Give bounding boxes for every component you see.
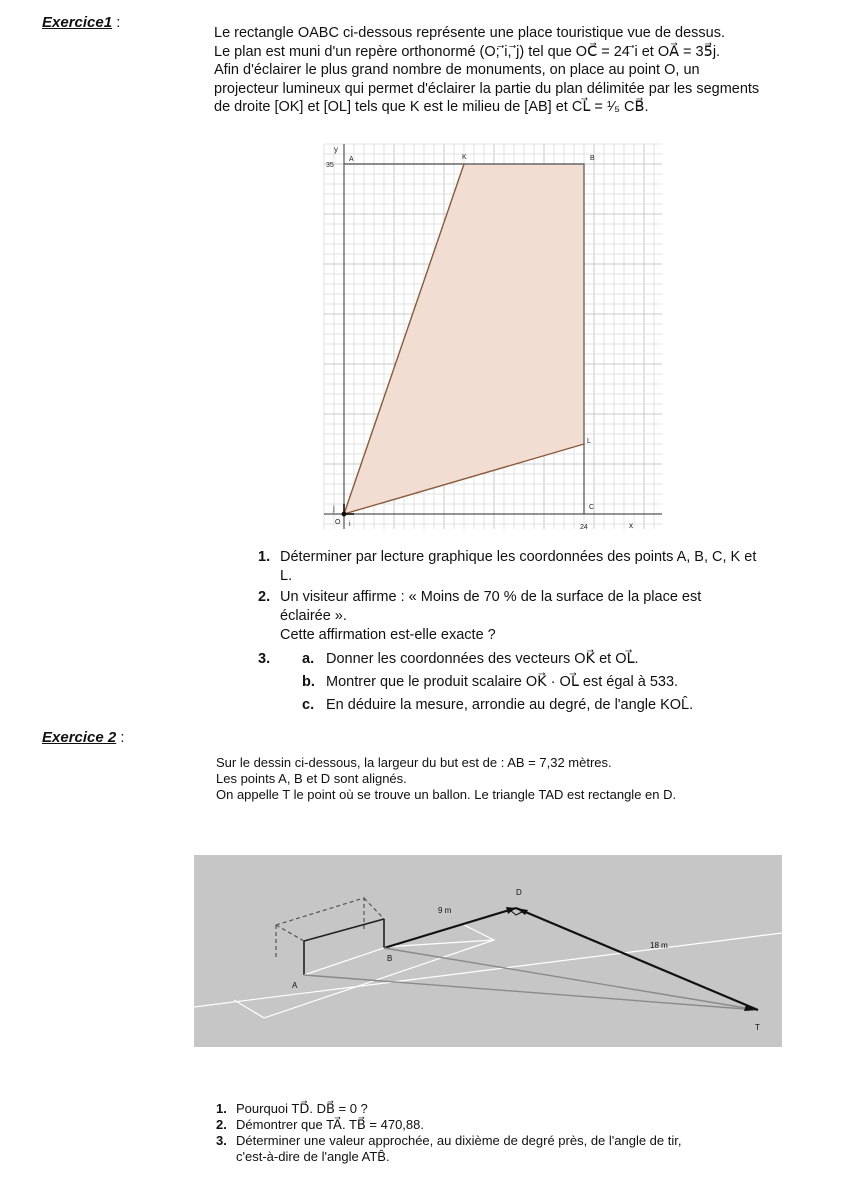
exercise2-heading (42, 729, 125, 747)
sub-letter: c. (302, 697, 315, 713)
question-number: 1. (258, 549, 271, 565)
question-text: Déterminer une valeur approchée, au dixième de degré près, de l'angle de tir, (236, 1133, 682, 1148)
exercise1-title: Exercice1 (42, 14, 113, 31)
question-text: Démontrer que TA⃗. TB⃗ = 470,88. (236, 1117, 424, 1132)
tick-35: 35 (326, 162, 334, 169)
exercise1-intro (214, 24, 814, 117)
question-text: Pourquoi TD⃗. DB⃗ = 0 ? (236, 1101, 368, 1116)
origin-label: O (335, 519, 341, 526)
question-text: En déduire la mesure, arrondie au degré, de l'angle KOL̂. (326, 697, 694, 713)
intro-line: Les points A, B et D sont alignés. (216, 771, 407, 786)
point-c-label: C (589, 504, 595, 511)
sub-letter: a. (302, 651, 315, 667)
exercise2-title: Exercice 2 (42, 729, 117, 746)
question-number: 2. (216, 1117, 227, 1132)
intro-line: Le rectangle OABC ci-dessous représente une place touristique vue de dessus. (214, 25, 726, 41)
exercise1-heading (42, 14, 120, 32)
coordinate-graph (318, 138, 662, 536)
question-text: Montrer que le produit scalaire OK⃗ · OL⃗ est égal à 533. (326, 674, 679, 690)
exercise2-intro (216, 755, 816, 803)
tick-24: 24 (580, 524, 588, 531)
question-number: 3. (216, 1133, 227, 1148)
ex2-question-3 (216, 1133, 816, 1149)
intro-line: Le plan est muni d'un repère orthonormé (O; ⃗i, ⃗j) tel que OC⃗ = 24 ⃗i et OA⃗ = 35⃗j. (214, 43, 721, 60)
intro-line: Afin d'éclairer le plus grand nombre de monuments, on place au point O, un (214, 62, 700, 78)
exercise2-colon: : (116, 729, 125, 746)
point-b-label: B (590, 155, 595, 162)
question-cont: éclairée ». (280, 608, 347, 624)
intro-line: Sur le dessin ci-dessous, la largeur du but est de : AB = 7,32 mètres. (216, 755, 612, 770)
x-axis-label: x (629, 521, 633, 530)
ex2-question-2 (216, 1117, 816, 1133)
question-number: 2. (258, 589, 271, 605)
ex2-questions (216, 1101, 816, 1165)
label-18m: 18 m (650, 941, 668, 950)
question-text: Un visiteur affirme : « Moins de 70 % de la surface de la place est (280, 589, 702, 605)
question-text: Déterminer par lecture graphique les coordonnées des points A, B, C, K et (280, 549, 757, 565)
ex1-question-2 (258, 588, 798, 645)
question-cont: c'est-à-dire de l'angle ATB̂. (236, 1149, 390, 1164)
figure-background (194, 855, 782, 1047)
question-number: 1. (216, 1101, 227, 1116)
point-k-label: K (462, 154, 467, 161)
label-b: B (387, 954, 393, 963)
vector-j-label: j (333, 504, 335, 513)
goal-figure (194, 855, 782, 1047)
question-number: 3. (258, 651, 271, 667)
label-t: T (755, 1023, 760, 1032)
ex1-question-1 (258, 548, 798, 586)
ex1-question-3 (258, 650, 798, 715)
lit-region (344, 164, 584, 514)
question-cont: Cette affirmation est-elle exacte ? (280, 627, 496, 643)
point-l-label: L (587, 438, 591, 445)
intro-line: On appelle T le point où se trouve un ballon. Le triangle TAD est rectangle en D. (216, 787, 677, 802)
vector-i-label: i (349, 521, 351, 528)
label-a: A (292, 981, 298, 990)
sub-letter: b. (302, 674, 315, 690)
point-a-label: A (349, 156, 354, 163)
intro-line: de droite [OK] et [OL] tels que K est le milieu de [AB] et CL⃗ = ¹⁄₅ CB⃗. (214, 99, 649, 115)
question-cont: L. (280, 568, 293, 584)
y-axis-label: y (334, 145, 338, 154)
ex2-question-1 (216, 1101, 816, 1117)
origin-dot (342, 512, 347, 517)
question-text: Donner les coordonnées des vecteurs OK⃗ et OL⃗. (326, 651, 639, 667)
label-9m: 9 m (438, 906, 452, 915)
intro-line: projecteur lumineux qui permet d'éclairer la partie du plan délimitée par les segments (214, 80, 760, 97)
exercise1-colon: : (112, 14, 121, 31)
label-d: D (516, 888, 522, 897)
